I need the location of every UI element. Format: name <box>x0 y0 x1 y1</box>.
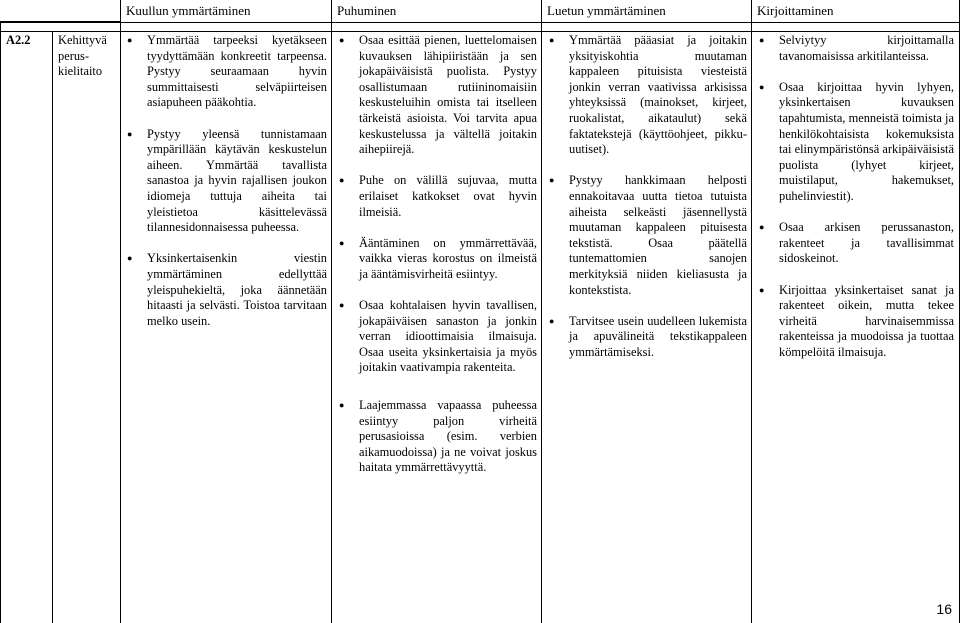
col-border-3 <box>331 0 332 623</box>
writing-item: ● Osaa kirjoittaa hyvin lyhyen, yksinkertaisen kuvauksen tapahtumista, menneistä toimista ja henkilökohtaisista kokemuksista tai elinympäristönsä arkipäiväisistä puolista (lyhyet kirjeet, muistilaput, hakemukset, puhelinviestit). <box>759 80 954 205</box>
reading-item: ● Ymmärtää pääasiat ja joitakin yksityiskohtia muutaman kappaleen pituisista viesteistä jonkin verran vaativissa arkisissa yhteyksissä (mainokset, kirjeet, ruokalistat, aikataulut) sekä faktatekstejä (käyttöohjeet, pikku-uutiset). <box>549 33 747 158</box>
writing-item: ● Selviytyy kirjoittamalla tavanomaisissa arkitilanteissa. <box>759 33 954 64</box>
listening-item: ● Ymmärtää tarpeeksi kyetäkseen tyydyttämään konkreetit tarpeensa. Pystyy seuraamaan hyvin summittaisesti selväpiirteisen asiapuheen pääkohtia. <box>127 33 327 111</box>
level-name: Kehittyvä perus-kielitaito <box>58 33 107 79</box>
reading-cell <box>549 33 747 376</box>
col-border-4 <box>541 0 542 623</box>
header-listening: Kuullun ymmärtäminen <box>126 3 251 18</box>
header-blank <box>0 0 120 22</box>
speaking-item: ● Ääntäminen on ymmärrettävää, vaikka vieras korostus on ilmeistä ja ääntämisvirheitä esiintyy. <box>339 236 537 283</box>
listening-item: ● Yksinkertaisenkin viestin ymmärtäminen edellyttää yleispuhekieltä, joka äännetään hitaasti ja selvästi. Toistoa tarvitaan melko usein. <box>127 251 327 329</box>
level-code: A2.2 <box>6 33 31 47</box>
page-number: 16 <box>936 601 952 617</box>
speaking-cell <box>339 33 537 492</box>
row-top-border-2 <box>0 31 960 32</box>
row-top-border <box>0 22 960 23</box>
writing-cell <box>759 33 954 376</box>
reading-item: ● Tarvitsee usein uudelleen lukemista ja apuvälineitä tekstikappaleen ymmärtämiseksi. <box>549 314 747 361</box>
writing-item: ● Osaa arkisen perussanaston, rakenteet ja tavallisimmat sidoskeinot. <box>759 220 954 267</box>
speaking-item: ● Laajemmassa vapaassa puheessa esiintyy paljon virheitä perusasioissa (esim. verbien aikamuodoissa) ja ne voivat joskus haitata ymmärrettävyyttä. <box>339 398 537 476</box>
col-border-0 <box>0 22 1 623</box>
reading-item: ● Pystyy hankkimaan helposti ennakoitavaa uutta tietoa tutuista aiheista selkeästi jäsennellystä muutaman kappaleen pituisesta tekstistä. Osaa päätellä tuntemattomien sanojen merkityksiä niiden kieliasusta ja kontekstista. <box>549 173 747 298</box>
header-reading: Luetun ymmärtäminen <box>547 3 666 18</box>
listening-item: ● Pystyy yleensä tunnistamaan ympärillään käytävän keskustelun aiheen. Ymmärtää tavallista sanastoa ja hyvin rajallisen joukon idiomeja tuttuja aiheita tai yleistietoa käsittelevässä tilannesidonnaisessa puheessa. <box>127 127 327 236</box>
listening-cell <box>127 33 327 345</box>
writing-item: ● Kirjoittaa yksinkertaiset sanat ja rakenteet oikein, mutta tekee virheitä harvinaisemmissa rakenteissa ja muodoissa ja tuottaa kömpelöitä ilmaisuja. <box>759 283 954 361</box>
speaking-item: ● Osaa esittää pienen, luettelomaisen kuvauksen lähipiiristään ja sen jokapäiväisistä puolista. Pystyy osallistumaan rutiininomaisiin keskusteluihin omista tai itselleen tärkeistä asioista. Voi tarvita apua keskustelussa ja vältellä joitakin aihepiirejä. <box>339 33 537 158</box>
col-border-1 <box>52 31 53 623</box>
table-header <box>0 0 960 22</box>
speaking-item: ● Puhe on välillä sujuvaa, mutta erilaiset katkokset ovat hyvin ilmeisiä. <box>339 173 537 220</box>
header-speaking: Puhuminen <box>337 3 397 18</box>
col-border-2 <box>120 0 121 623</box>
header-writing: Kirjoittaminen <box>757 3 834 18</box>
speaking-item: ● Osaa kohtalaisen hyvin tavallisen, jokapäiväisen sanaston ja jonkin verran idioottimaisia ilmaisuja. Osaa useita yksinkertaisia ja myös joitakin vaativampia rakenteita. <box>339 298 537 376</box>
col-border-5 <box>751 0 752 623</box>
